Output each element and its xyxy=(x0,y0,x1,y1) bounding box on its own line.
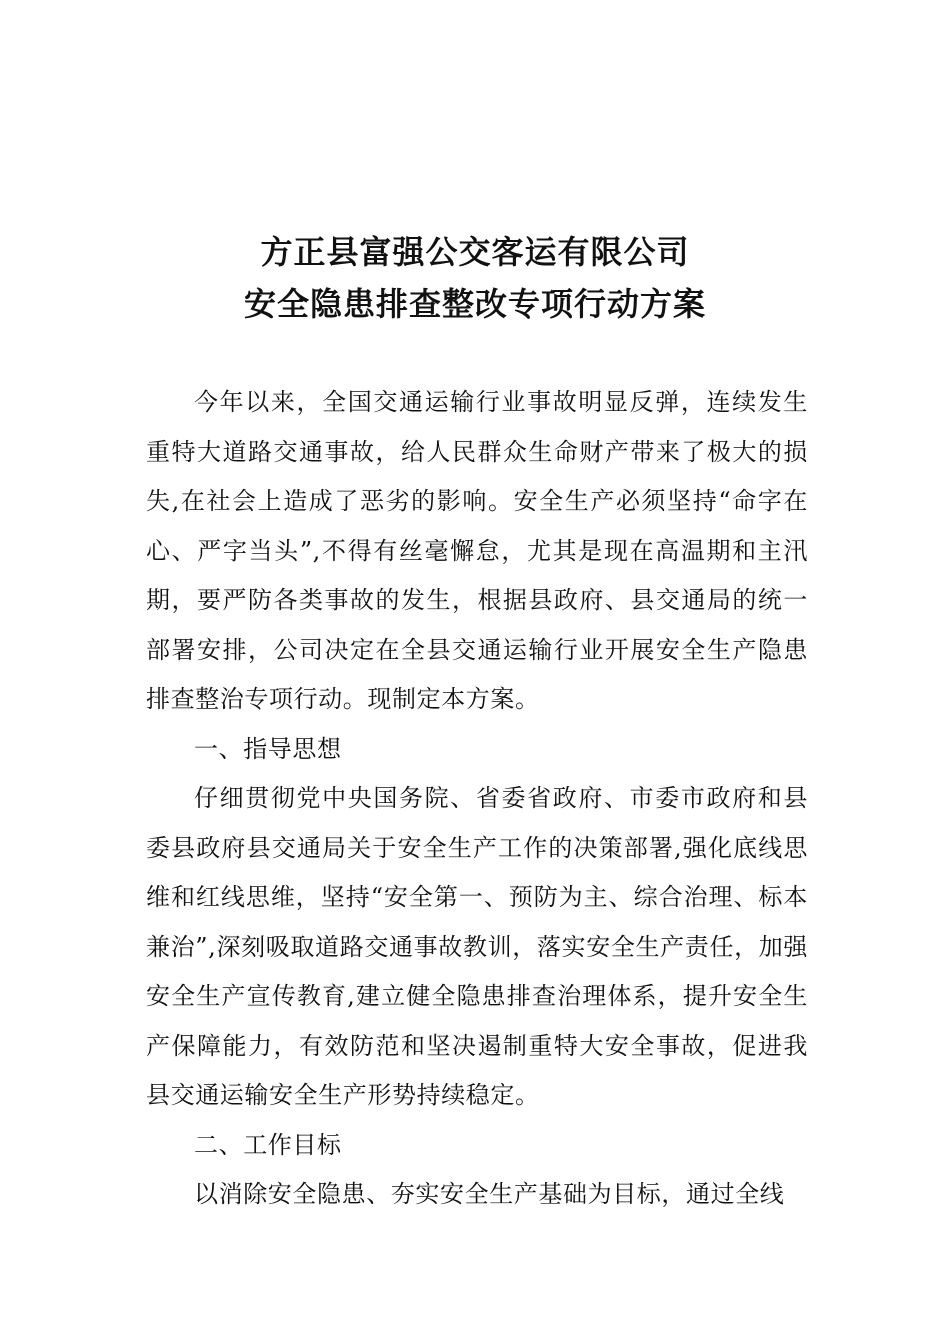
document-title xyxy=(0,226,950,330)
title-line-company: 方正县富强公交客运有限公司 xyxy=(260,233,690,271)
document-body xyxy=(146,378,808,1220)
work-goals-paragraph: 以消除安全隐患、夯实安全生产基础为目标，通过全线 xyxy=(194,1180,785,1208)
section-heading-work-goals: 二、工作目标 xyxy=(194,1130,342,1159)
section-heading-guiding-ideology: 一、指导思想 xyxy=(194,734,342,763)
intro-paragraph: 今年以来，全国交通运输行业事故明显反弹，连续发生重特大道路交通事故，给人民群众生命财产带来了极大的损失,在社会上造成了恶劣的影响。安全生产必须坚持“命字在心、严字当头”,不得有丝毫懈怠，尤其是现在高温期和主汛期，要严防各类事故的发生，根据县政府、县交通局的统一部署安排，公司决定在全县交通运输行业开展安全生产隐患排查整治专项行动。现制定本方案。 xyxy=(146,388,808,713)
guiding-ideology-paragraph: 仔细贯彻党中央国务院、省委省政府、市委市政府和县委县政府县交通局关于安全生产工作的决策部署,强化底线思维和红线思维，坚持“安全第一、预防为主、综合治理、标本兼治”,深刻吸取道路交通事故教训，落实安全生产责任，加强安全生产宣传教育,建立健全隐患排查治理体系，提升安全生产保障能力，有效防范和坚决遏制重特大安全事故，促进我县交通运输安全生产形势持续稳定。 xyxy=(146,784,808,1109)
title-line-plan: 安全隐患排查整改专项行动方案 xyxy=(243,285,706,323)
